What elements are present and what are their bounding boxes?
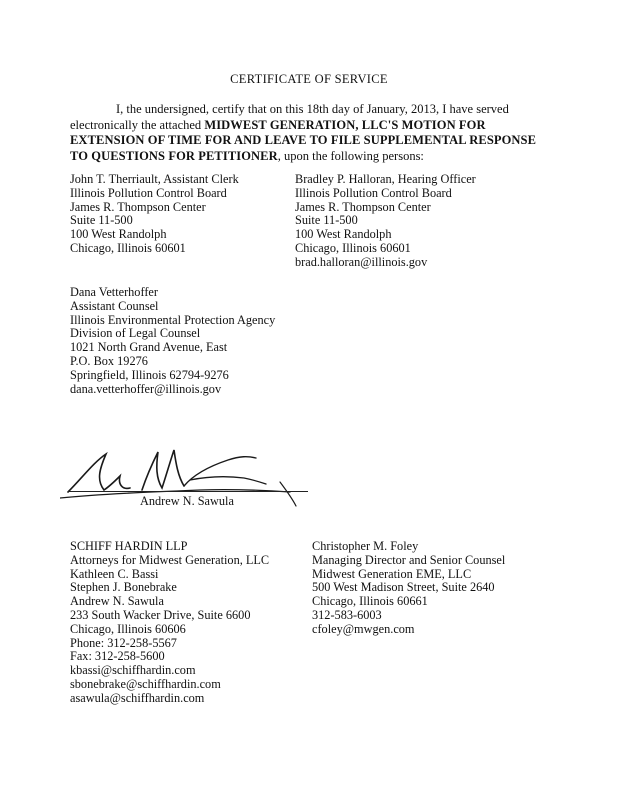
signature-line bbox=[68, 491, 308, 492]
address-line: Andrew N. Sawula bbox=[70, 594, 164, 609]
signatory-name: Andrew N. Sawula bbox=[140, 494, 234, 508]
counsel-schiff-hardin bbox=[70, 540, 269, 706]
address-line: Managing Director and Senior Counsel bbox=[312, 552, 506, 567]
email-address: asawula@schiffhardin.com bbox=[70, 690, 205, 705]
address-line: 100 West Randolph bbox=[295, 227, 392, 242]
address-line: 1021 North Grand Avenue, East bbox=[70, 340, 228, 355]
firm-name: SCHIFF HARDIN LLP bbox=[70, 539, 188, 553]
address-line: Midwest Generation EME, LLC bbox=[312, 566, 472, 581]
service-address-vetterhoffer bbox=[70, 286, 275, 396]
service-address-therriault bbox=[70, 173, 239, 256]
address-line: Suite 11-500 bbox=[295, 213, 358, 228]
address-line: 100 West Randolph bbox=[70, 227, 167, 242]
motion-title: MIDWEST GENERATION, LLC'S MOTION FOR EXTENSION OF TIME FOR AND LEAVE TO FILE SUPPLEMENTAL RESPONSE TO QUESTIONS FOR PETITIONER bbox=[70, 117, 537, 163]
address-line: Assistant Counsel bbox=[70, 298, 159, 313]
phone-number: Phone: 312-258-5567 bbox=[70, 635, 177, 650]
address-line: Division of Legal Counsel bbox=[70, 326, 201, 341]
intro-lead: I, the undersigned, certify that on this 18th day of January, 2013, I have served electronically the attached bbox=[70, 102, 509, 132]
address-line: Stephen J. Bonebrake bbox=[70, 580, 177, 595]
service-address-halloran bbox=[295, 173, 476, 270]
address-line: 500 West Madison Street, Suite 2640 bbox=[312, 580, 495, 595]
email-address: brad.halloran@illinois.gov bbox=[295, 254, 428, 269]
email-address: sbonebrake@schiffhardin.com bbox=[70, 676, 221, 691]
address-line: James R. Thompson Center bbox=[295, 199, 431, 214]
email-address: dana.vetterhoffer@illinois.gov bbox=[70, 381, 222, 396]
address-line: Christopher M. Foley bbox=[312, 539, 419, 553]
address-line: Illinois Pollution Control Board bbox=[295, 185, 452, 200]
address-line: John T. Therriault, Assistant Clerk bbox=[70, 172, 239, 186]
fax-number: Fax: 312-258-5600 bbox=[70, 649, 165, 664]
address-line: Chicago, Illinois 60661 bbox=[312, 594, 428, 609]
certification-paragraph bbox=[70, 102, 550, 164]
counsel-foley bbox=[312, 540, 505, 637]
phone-number: 312-583-6003 bbox=[312, 607, 382, 622]
address-line: Chicago, Illinois 60606 bbox=[70, 621, 186, 636]
email-address: kbassi@schiffhardin.com bbox=[70, 663, 196, 678]
address-line: Chicago, Illinois 60601 bbox=[295, 240, 411, 255]
document-title: CERTIFICATE OF SERVICE bbox=[230, 72, 388, 86]
address-line: Suite 11-500 bbox=[70, 213, 133, 228]
address-line: 233 South Wacker Drive, Suite 6600 bbox=[70, 607, 251, 622]
address-line: Illinois Environmental Protection Agency bbox=[70, 312, 276, 327]
address-line: Attorneys for Midwest Generation, LLC bbox=[70, 552, 270, 567]
address-line: Springfield, Illinois 62794-9276 bbox=[70, 367, 229, 382]
intro-tail: , upon the following persons: bbox=[277, 148, 424, 163]
address-line: Chicago, Illinois 60601 bbox=[70, 240, 186, 255]
address-line: P.O. Box 19276 bbox=[70, 353, 148, 368]
address-line: Bradley P. Halloran, Hearing Officer bbox=[295, 172, 476, 186]
address-line: Kathleen C. Bassi bbox=[70, 566, 159, 581]
email-address: cfoley@mwgen.com bbox=[312, 621, 415, 636]
address-line: Dana Vetterhoffer bbox=[70, 285, 158, 299]
address-line: Illinois Pollution Control Board bbox=[70, 185, 227, 200]
address-line: James R. Thompson Center bbox=[70, 199, 206, 214]
